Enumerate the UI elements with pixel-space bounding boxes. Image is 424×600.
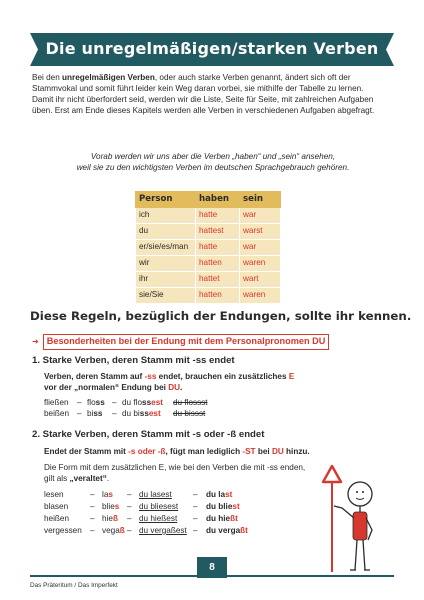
stick-figure-warning-illustration: [322, 462, 382, 578]
table-row: wir hatten waren: [136, 256, 281, 272]
intro-paragraph-2: Damit ihr nicht überfordert seid, werden wir die Liste, Seite für Seite, mit zahlreichen Aufgaben üben. Erst am Ende dieses Kapitels werden alle Verben in verschiedenen Aufgaben abgefragt.: [32, 95, 375, 116]
page-number: 8: [197, 557, 227, 578]
footer-text: Das Präteritum / Das Imperfekt: [30, 582, 118, 589]
warning-sign-icon: [323, 466, 341, 572]
section-2-title: 2. Starke Verben, deren Stamm mit -s oder -ß endet: [32, 429, 265, 440]
intro-note: Vorab werden wir uns aber die Verben „haben“ und „sein“ ansehen, weil sie zu den wichtigsten Verben im deutschen Sprachgebrauch gehören.: [76, 152, 350, 173]
conjugation-row: lesen – las – du lasest – du last: [44, 490, 233, 499]
table-header: Person: [136, 192, 196, 208]
table-row: du hattest warst: [136, 224, 281, 240]
table-header: haben: [196, 192, 240, 208]
special-box: Besonderheiten bei der Endung mit dem Personalpronomen DU: [43, 334, 330, 350]
title-banner: [30, 33, 394, 66]
special-row: [32, 334, 329, 350]
conjugation-table: [135, 191, 281, 304]
intro-paragraph-1: Bei den unregelmäßigen Verben, oder auch starke Verben genannt, ändert sich oft der Stammvokal und somit führt leider kein Weg daran vorbei, sie mithilfe der Tabelle zu lernen.: [32, 73, 364, 94]
section-2-rule: Endet der Stamm mit -s oder -ß, fügt man lediglich -ST bei DU hinzu. Die Form mit dem zusätzlichen E, wie bei den Verben die mit -ss enden, gilt als „veraltet“.: [44, 447, 310, 484]
table-row: ich hatte war: [136, 208, 281, 224]
section-1-rule: Verben, deren Stamm auf -ss endet, brauchen ein zusätzliches E vor der „normalen“ Endung bei DU.: [44, 372, 295, 393]
section-1-title: 1. Starke Verben, deren Stamm mit -ss endet: [32, 355, 235, 366]
page-title: Die unregelmäßigen/starken Verben: [45, 39, 379, 58]
rules-heading: Diese Regeln, bezüglich der Endungen, sollte ihr kennen.: [30, 309, 412, 323]
conjugation-row: blasen – blies – du bliesest – du bliest: [44, 502, 240, 511]
table-row: ihr hattet wart: [136, 272, 281, 288]
table-row: sie/Sie hatten waren: [136, 288, 281, 304]
intro-text: [32, 72, 394, 116]
conjugation-row: vergessen – vegaß – du vergaßest – du vergaßt: [44, 526, 248, 535]
table-header-row: [136, 192, 281, 208]
arrow-right-icon: ➜: [32, 336, 39, 346]
conjugation-row: heißen – hieß – du hießest – du hießt: [44, 514, 238, 523]
table-row: er/sie/es/man hatte war: [136, 240, 281, 256]
table-header: sein: [240, 192, 281, 208]
